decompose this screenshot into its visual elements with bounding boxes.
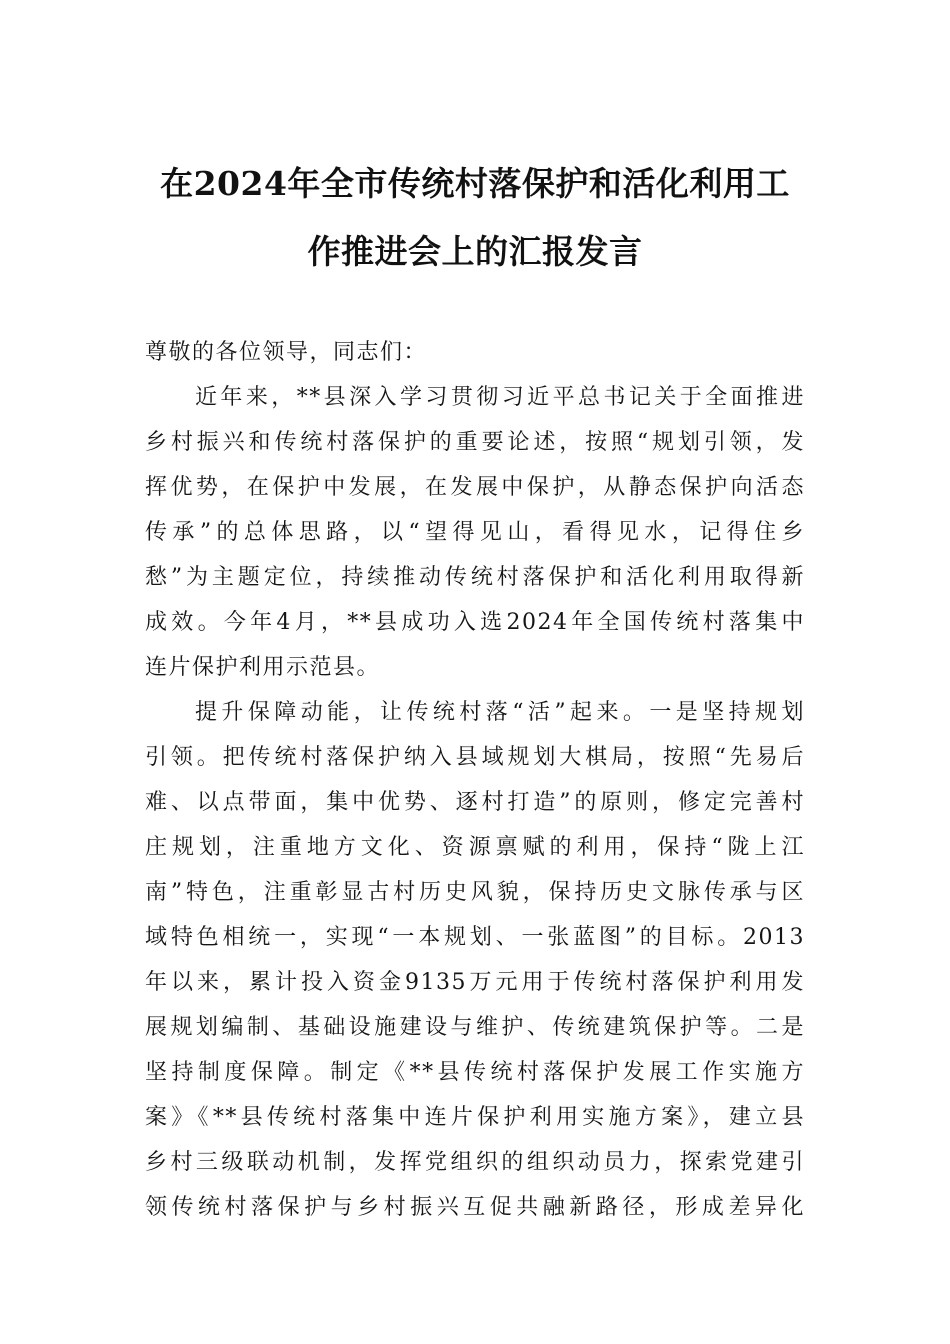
paragraph-1-line: 连片保护利用示范县。 bbox=[145, 655, 381, 680]
paragraph-1-line: 乡村振兴和传统村落保护的重要论述，按照“规划引领，发 bbox=[145, 430, 805, 455]
paragraph-1-line: 传承”的总体思路，以“望得见山，看得见水，记得住乡 bbox=[145, 520, 805, 545]
paragraph-2-line: 展规划编制、基础设施建设与维护、传统建筑保护等。二是 bbox=[145, 1015, 805, 1040]
paragraph-1-line: 挥优势，在保护中发展，在发展中保护，从静态保护向活态 bbox=[145, 475, 805, 500]
paragraph-2-line: 南”特色，注重彰显古村历史风貌，保持历史文脉传承与区 bbox=[145, 880, 805, 905]
title-line-1: 在2024年全市传统村落保护和活化利用工 bbox=[160, 164, 790, 203]
document-title bbox=[140, 150, 810, 286]
document-body bbox=[145, 330, 805, 1230]
paragraph-1 bbox=[145, 375, 805, 690]
paragraph-1-line: 愁”为主题定位，持续推动传统村落保护和活化利用取得新 bbox=[145, 565, 805, 590]
paragraph-2-line: 提升保障动能，让传统村落“活”起来。一是坚持规划 bbox=[195, 700, 805, 725]
paragraph-2-line: 引领。把传统村落保护纳入县域规划大棋局，按照“先易后 bbox=[145, 745, 805, 770]
paragraph-2-line: 坚持制度保障。制定《**县传统村落保护发展工作实施方 bbox=[145, 1060, 805, 1085]
paragraph-2-line: 庄规划，注重地方文化、资源禀赋的利用，保持“陇上江 bbox=[145, 835, 805, 860]
paragraph-2-line: 案》《**县传统村落集中连片保护利用实施方案》，建立县 bbox=[145, 1105, 805, 1130]
paragraph-2 bbox=[145, 690, 805, 1230]
paragraph-2-line: 难、以点带面，集中优势、逐村打造”的原则，修定完善村 bbox=[145, 790, 805, 815]
paragraph-1-line: 成效。今年4月，**县成功入选2024年全国传统村落集中 bbox=[145, 610, 805, 635]
paragraph-2-line: 乡村三级联动机制，发挥党组织的组织动员力，探索党建引 bbox=[145, 1150, 805, 1175]
salutation: 尊敬的各位领导，同志们： bbox=[145, 340, 428, 365]
paragraph-2-line: 域特色相统一，实现“一本规划、一张蓝图”的目标。2013 bbox=[145, 925, 805, 950]
title-line-2: 作推进会上的汇报发言 bbox=[307, 232, 643, 271]
paragraph-1-line: 近年来，**县深入学习贯彻习近平总书记关于全面推进 bbox=[195, 385, 805, 410]
paragraph-2-line: 年以来，累计投入资金9135万元用于传统村落保护利用发 bbox=[145, 970, 805, 995]
paragraph-2-line: 领传统村落保护与乡村振兴互促共融新路径，形成差异化 bbox=[145, 1195, 805, 1220]
